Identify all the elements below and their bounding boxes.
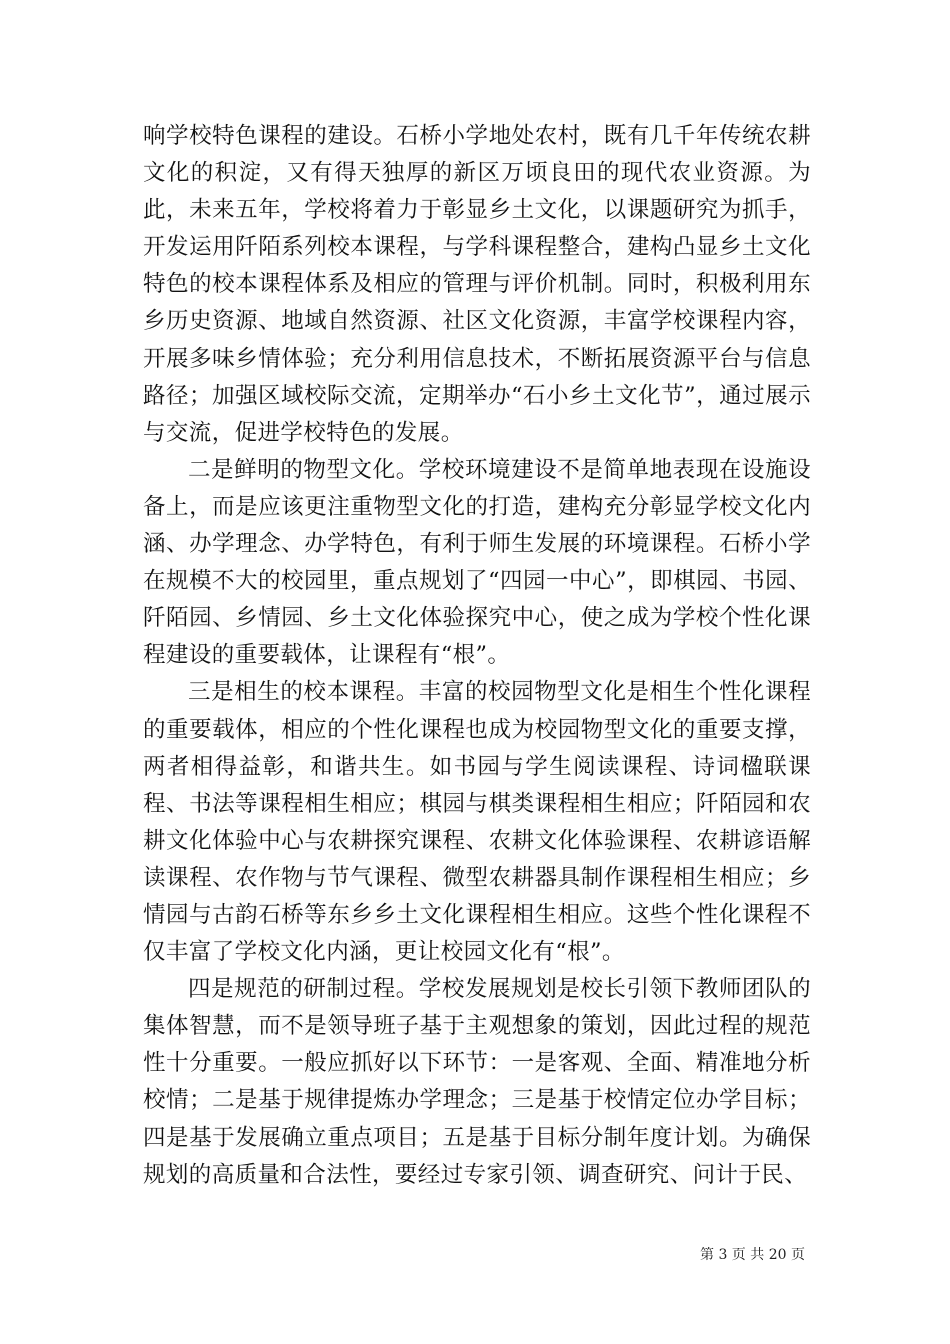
paragraph-3: 三是相生的校本课程。丰富的校园物型文化是相生个性化课程的重要载体，相应的个性化课程也成为校园物型文化的重要支撑，两者相得益彰，和谐共生。如书园与学生阅读课程、诗词楹联课程、书法等课程相生相应；棋园与棋类课程相生相应；阡陌园和农耕文化体验中心与农耕探究课程、农耕文化体验课程、农耕谚语解读课程、农作物与节气课程、微型农耕器具制作课程相生相应；乡情园与古韵石桥等东乡乡土文化课程相生相应。这些个性化课程不仅丰富了学校文化内涵，更让校园文化有“根”。 bbox=[143, 679, 811, 966]
paragraph-4: 四是规范的研制过程。学校发展规划是校长引领下教师团队的集体智慧，而不是领导班子基于主观想象的策划，因此过程的规范性十分重要。一般应抓好以下环节：一是客观、全面、精准地分析校情；二是基于规律提炼办学理念；三是基于校情定位办学目标；四是基于发展确立重点项目；五是基于目标分制年度计划。为确保规划的高质量和合法性，要经过专家引领、调查研究、问计于民、 bbox=[143, 976, 811, 1188]
paragraph-1: 响学校特色课程的建设。石桥小学地处农村，既有几千年传统农耕文化的积淀，又有得天独厚的新区万顷良田的现代农业资源。为此，未来五年，学校将着力于彰显乡土文化，以课题研究为抓手，开发运用阡陌系列校本课程，与学科课程整合，建构凸显乡土文化特色的校本课程体系及相应的管理与评价机制。同时，积极利用东乡历史资源、地域自然资源、社区文化资源，丰富学校课程内容，开展多味乡情体验；充分利用信息技术，不断拓展资源平台与信息路径；加强区域校际交流，定期举办“石小乡土文化节”，通过展示与交流，促进学校特色的发展。 bbox=[143, 123, 811, 446]
document-body bbox=[143, 118, 811, 1194]
page-number-footer: 第 3 页 共 20 页 bbox=[700, 1247, 805, 1263]
paragraph-2: 二是鲜明的物型文化。学校环境建设不是简单地表现在设施设备上，而是应该更注重物型文化的打造，建构充分彰显学校文化内涵、办学理念、办学特色，有利于师生发展的环境课程。石桥小学在规模不大的校园里，重点规划了“四园一中心”，即棋园、书园、阡陌园、乡情园、乡土文化体验探究中心，使之成为学校个性化课程建设的重要载体，让课程有“根”。 bbox=[143, 456, 811, 669]
